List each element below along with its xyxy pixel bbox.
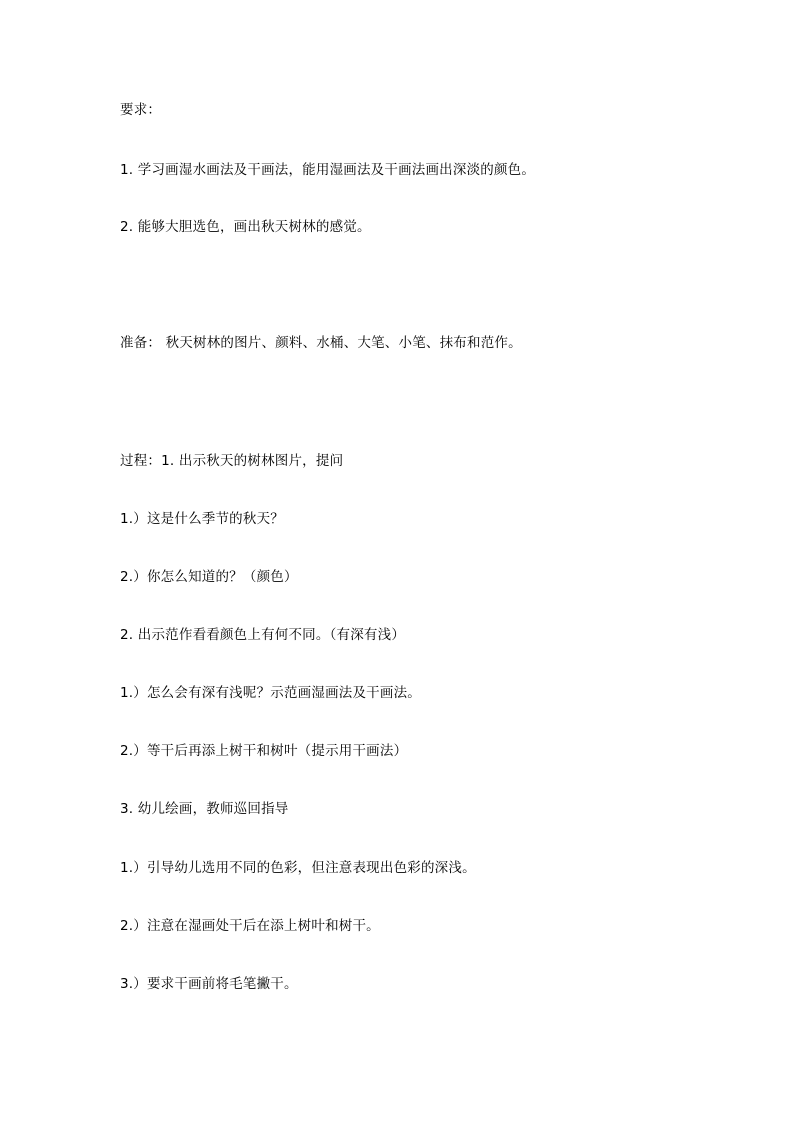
process-line: 3. 幼儿绘画，教师巡回指导 (120, 801, 289, 817)
process-line: 2.）你怎么知道的？（颜色） (120, 569, 298, 585)
requirement-item-2: 2. 能够大胆选色，画出秋天树林的感觉。 (120, 219, 371, 235)
process-line: 2. 出示范作看看颜色上有何不同。（有深有浅） (120, 627, 406, 643)
process-line: 2.）注意在湿画处干后在添上树叶和树干。 (120, 918, 380, 934)
process-line: 1.）引导幼儿选用不同的色彩，但注意表现出色彩的深浅。 (120, 860, 476, 876)
requirements-heading: 要求： (120, 102, 162, 118)
process-heading: 过程：1. 出示秋天的树林图片，提问 (120, 453, 344, 469)
process-line: 1.）这是什么季节的秋天？ (120, 511, 284, 527)
requirement-item-1: 1. 学习画湿水画法及干画法，能用湿画法及干画法画出深淡的颜色。 (120, 162, 536, 178)
process-line: 1.）怎么会有深有浅呢？示范画湿画法及干画法。 (120, 685, 421, 701)
preparation-text: 准备： 秋天树林的图片、颜料、水桶、大笔、小笔、抹布和范作。 (120, 335, 522, 351)
process-line: 3.）要求干画前将毛笔撇干。 (120, 976, 298, 992)
process-line: 2.）等干后再添上树干和树叶（提示用干画法） (120, 743, 408, 759)
